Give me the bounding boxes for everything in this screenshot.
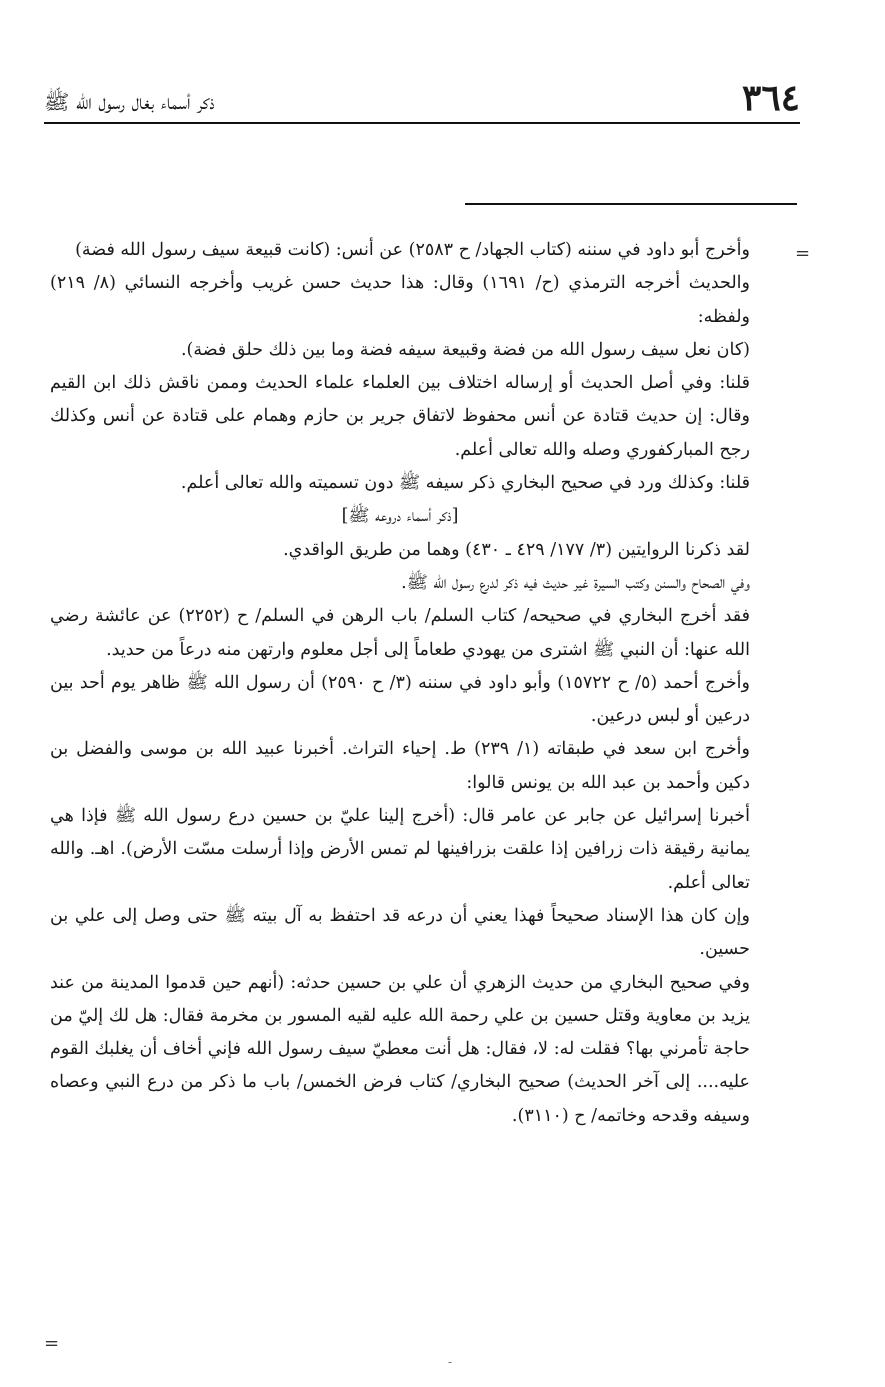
running-title: ذكر أسماء بغال رسول الله ﷺ xyxy=(44,90,215,114)
paragraph: وفي صحيح البخاري من حديث الزهري أن علي بن حسين حدثه: (أنهم حين قدموا المدينة من عند يزيد بن معاوية وقتل حسين بن علي رحمة الله عليه لقيه المسور بن مخرمة فقال: هل لك إليّ من حاجة تأمرني بها؟ فقلت له: لا، فقال: هل أنت معطيّ سيف رسول الله فإني أخاف أن يغلبك القوم عليه.... إلى آخر الحديث) صحيح البخاري/ كتاب فرض الخمس/ باب ما ذكر من درع النبي وعصاه وسيفه وقدحه وخاتمه/ ح (٣١١٠). xyxy=(50,972,750,1126)
body-text xyxy=(50,234,750,1133)
footer-mark: - xyxy=(448,1355,453,1369)
section-heading: [ذكر أسماء دروعه ﷺ] xyxy=(341,506,459,527)
paragraph: وأخرج أحمد (٥/ ح ١٥٧٢٢) وأبو داود في سننه (٣/ ح ٢٥٩٠) أن رسول الله ﷺ ظاهر يوم أحد بين درعين أو لبس درعين. xyxy=(50,672,750,727)
page-number: ٣٦٤ xyxy=(741,77,800,119)
footnote-separator-rule xyxy=(465,203,797,205)
paragraph: (كان نعل سيف رسول الله من فضة وقبيعة سيفه فضة وما بين ذلك حلق فضة). xyxy=(180,339,750,360)
paragraph: وأخرج أبو داود في سننه (كتاب الجهاد/ ح ٢٥٨٣) عن أنس: (كانت قبيعة سيف رسول الله فضة) xyxy=(75,240,750,260)
paragraph: قلنا: وكذلك ورد في صحيح البخاري ذكر سيفه ﷺ دون تسميته والله تعالى أعلم. xyxy=(180,473,750,494)
paragraph: والحديث أخرجه الترمذي (ح/ ١٦٩١) وقال: هذا حديث حسن غريب وأخرجه النسائي (٨/ ٢١٩) ولفظه: xyxy=(50,273,750,327)
paragraph: لقد ذكرنا الروايتين (٣/ ١٧٧/ ٤٢٩ ـ ٤٣٠) وهما من طريق الواقدي. xyxy=(283,539,750,560)
page-header xyxy=(44,78,800,124)
paragraph: وأخرج ابن سعد في طبقاته (١/ ٢٣٩) ط. إحياء التراث. أخبرنا عبيد الله بن موسى والفضل بن دكين وأحمد بن عبد الله بن يونس قالوا: xyxy=(50,739,750,793)
paragraph: فقد أخرج البخاري في صحيحه/ كتاب السلم/ باب الرهن في السلم/ ح (٢٢٥٢) عن عائشة رضي الله عنها: أن النبي ﷺ اشترى من يهودي طعاماً إلى أجل معلوم وارتهن منه درعاً من حديد. xyxy=(50,606,750,660)
paragraph: أخبرنا إسرائيل عن جابر عن عامر قال: (أخرج إلينا عليّ بن حسين درع رسول الله ﷺ فإذا هي يمانية رقيقة ذات زرافين إذا علقت بزرافينها لم تمس الأرض وإذا أرسلت مسّت الأرض). اهـ. والله تعالى أعلم. xyxy=(50,806,750,893)
paragraph: قلنا: وفي أصل الحديث أو إرساله اختلاف بين العلماء علماء الحديث وممن ناقش ذلك ابن القيم وقال: إن حديث قتادة عن أنس محفوظ لاتفاق جرير بن حازم وهمام على قتادة عن أنس وكذلك رجح المباركفوري وصله والله تعالى أعلم. xyxy=(50,373,750,460)
continuation-mark-top: = xyxy=(795,243,811,264)
paragraph: وإن كان هذا الإسناد صحيحاً فهذا يعني أن درعه قد احتفظ به آل بيته ﷺ حتى وصل إلى علي بن حسين. xyxy=(50,905,750,960)
continuation-mark-bottom: = xyxy=(44,1333,60,1354)
paragraph: وفي الصحاح والسنن وكتب السيرة غير حديث فيه ذكر لدرع رسول الله ﷺ. xyxy=(401,572,750,593)
